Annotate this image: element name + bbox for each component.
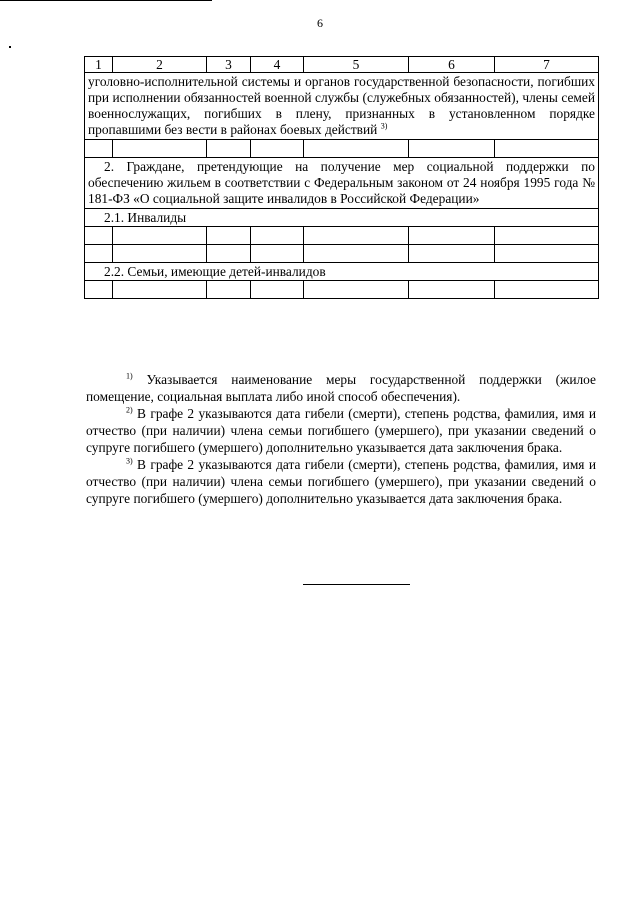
table-cell xyxy=(495,140,599,158)
table-cell xyxy=(85,140,113,158)
footnote-1 xyxy=(86,371,596,405)
section-2-heading: 2. Граждане, претендующие на получение мер социальной поддержки по обеспечению жильем в соответствии с Федеральным законом от 24 ноября 1995 года № 181-ФЗ «О социальной защите инвалидов в Российской Федерации» xyxy=(85,158,599,209)
column-number: 3 xyxy=(207,57,251,73)
category-continuation-text: уголовно-исполнительной системы и органов государственной безопасности, погибших при исполнении обязанностей военной службы (служебных обязанностей), члены семей военнослужащих, погибших в плену, признанных в установленном порядке пропавшими без вести в районах боевых действий xyxy=(88,74,595,137)
table-row-empty xyxy=(85,140,599,158)
column-number: 6 xyxy=(409,57,495,73)
column-number: 1 xyxy=(85,57,113,73)
section-2-2-heading: 2.2. Семьи, имеющие детей-инвалидов xyxy=(85,263,599,281)
footnote-mark: 1) xyxy=(126,371,133,381)
footnote-mark: 2) xyxy=(126,405,133,415)
table-cell xyxy=(251,227,304,245)
benefits-table xyxy=(84,56,599,299)
footnote-2 xyxy=(86,405,596,456)
table-cell xyxy=(409,245,495,263)
table-cell xyxy=(304,281,409,299)
top-rule xyxy=(0,0,212,1)
table-cell xyxy=(304,245,409,263)
table-cell xyxy=(409,227,495,245)
table-header-row xyxy=(85,57,599,73)
category-continuation-cell xyxy=(85,73,599,140)
table-cell xyxy=(409,281,495,299)
table-cell xyxy=(251,245,304,263)
table-cell xyxy=(304,140,409,158)
table-cell xyxy=(207,245,251,263)
section-2-1-heading: 2.1. Инвалиды xyxy=(85,209,599,227)
column-number: 7 xyxy=(495,57,599,73)
table-row xyxy=(85,158,599,209)
table-cell xyxy=(409,140,495,158)
table-cell xyxy=(495,281,599,299)
table-row xyxy=(85,209,599,227)
footnote-ref: 3) xyxy=(380,121,388,131)
table-cell xyxy=(304,227,409,245)
table-cell xyxy=(207,227,251,245)
table-cell xyxy=(113,140,207,158)
table-row-empty xyxy=(85,227,599,245)
table-row xyxy=(85,73,599,140)
table-cell xyxy=(113,245,207,263)
table-cell xyxy=(251,281,304,299)
table-row-empty xyxy=(85,245,599,263)
footnote-mark: 3) xyxy=(126,456,133,466)
table-cell xyxy=(85,281,113,299)
table-row-empty xyxy=(85,281,599,299)
table-cell xyxy=(251,140,304,158)
page-number: 6 xyxy=(317,16,323,30)
table-cell xyxy=(85,227,113,245)
table-cell xyxy=(113,281,207,299)
footnote-text: В графе 2 указываются дата гибели (смерти), степень родства, фамилия, имя и отчество (при наличии) члена семьи погибшего (умершего), при указании сведений о супруге погибшего (умершего) дополнительно указывается дата заключения брака. xyxy=(86,457,596,506)
table-cell xyxy=(207,281,251,299)
footnote-text: В графе 2 указываются дата гибели (смерти), степень родства, фамилия, имя и отчество (при наличии) члена семьи погибшего (умершего), при указании сведений о супруге погибшего (умершего) дополнительно указывается дата заключения брака. xyxy=(86,406,596,455)
table-cell xyxy=(113,227,207,245)
footnotes xyxy=(86,371,596,507)
column-number: 2 xyxy=(113,57,207,73)
table-cell xyxy=(495,245,599,263)
table-cell xyxy=(85,245,113,263)
scan-speck xyxy=(9,46,11,48)
footnote-text: Указывается наименование меры государственной поддержки (жилое помещение, социальная выплата либо иной способ обеспечения). xyxy=(86,372,596,404)
end-rule xyxy=(303,584,410,585)
table-cell xyxy=(207,140,251,158)
footnote-3 xyxy=(86,456,596,507)
column-number: 4 xyxy=(251,57,304,73)
table-row xyxy=(85,263,599,281)
column-number: 5 xyxy=(304,57,409,73)
table-cell xyxy=(495,227,599,245)
